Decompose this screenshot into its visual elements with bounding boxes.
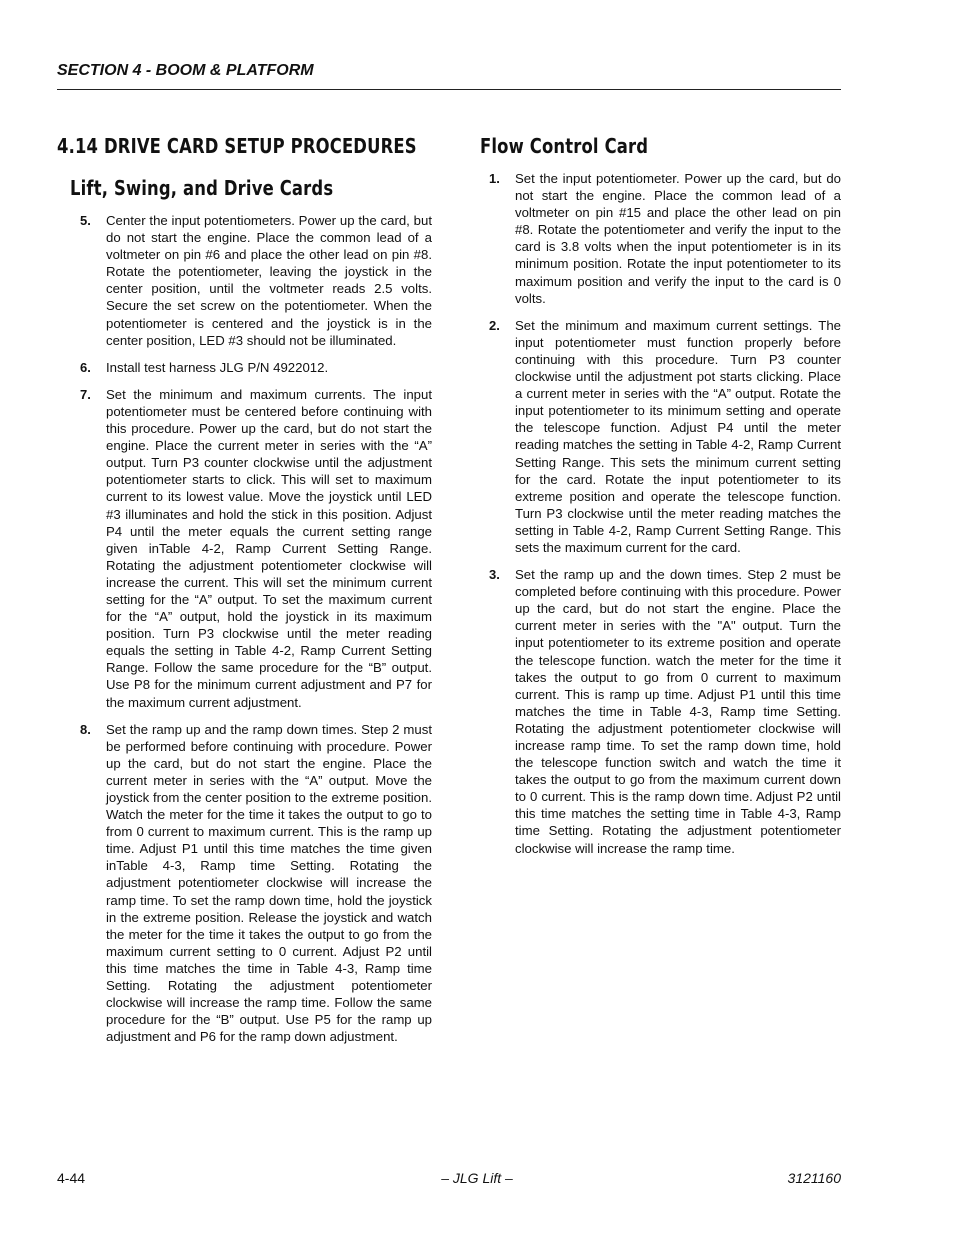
step-number: 6.	[80, 359, 91, 375]
page-number: 4-44	[57, 1170, 86, 1186]
list-item	[489, 317, 841, 556]
step-number: 5.	[80, 213, 91, 228]
left-column	[80, 212, 432, 1055]
document-number: 3121160	[787, 1170, 841, 1186]
step-number: 7.	[80, 386, 91, 402]
list-item	[80, 212, 432, 349]
step-number: 1.	[489, 171, 500, 186]
section-heading: 4.14 DRIVE CARD SETUP PROCEDURES	[57, 134, 417, 158]
step-text: Set the minimum and maximum currents. The input potentiometer must be centered before continuing with this procedure. Power up the card, but do not start the engine. Place the current meter in series with the “A” output. Turn P3 counter clockwise until the adjustment potentiometer starts to click. This will set to maximum current to its lowest value. Move the joystick until LED #3 illuminates and hold the stick in this position. Adjust P4 until the meter equals the current setting range given inTable 4-2, Ramp Current Setting Range. Rotating the adjustment potentiometer clockwise will increase the current. This will set the minimum current setting for the “A” output. To set the maximum current for the “A” output, hold the joystick in its maximum position. Turn P3 clockwise until the meter reading equals the setting in Table 4-2, Ramp Current Setting Range. Follow the same procedure for the “B” output. Use P8 for the minimum current adjustment and P7 for the maximum current adjustment.	[106, 386, 432, 710]
list-item	[80, 386, 432, 711]
footer-brand: – JLG Lift –	[441, 1170, 513, 1186]
step-number: 3.	[489, 567, 500, 583]
step-text: Center the input potentiometers. Power up the card, but do not start the engine. Place the common lead of a voltmeter on pin #6 and place the other lead on pin #8. Rotate the potentiometer, leaving the joystick in the center position, until the voltmeter reads 2.5 volts. Secure the set screw on the potentiometer. When the potentiometer is centered and the joystick is in the center position, LED #3 should not be illuminated.	[106, 213, 432, 348]
list-item	[80, 359, 432, 376]
subheading-lift-swing-drive: Lift, Swing, and Drive Cards	[70, 176, 334, 200]
step-text: Set the input potentiometer. Power up the card, but do not start the engine. Place the common lead of a voltmeter on pin #15 and place the other lead on pin #8. Rotate the potentiometer and verify the input to the card is 3.8 volts when the input potentiometer is in its minimum position. Rotate the input potentiometer to its maximum position and verify the input to the card is 0 volts.	[515, 171, 841, 306]
step-number: 8.	[80, 721, 91, 737]
list-item	[80, 721, 432, 1046]
step-number: 2.	[489, 317, 500, 333]
right-column	[489, 170, 841, 867]
step-text: Set the ramp up and the ramp down times. Step 2 must be performed before continuing with procedure. Power up the card, but do not start the engine. Place the current meter in series with the “A” output. Move the joystick from the center position to the extreme position. Watch the meter for the time it takes the output to go to from 0 current to maximum current. This is the ramp up time. Adjust P1 until this time matches the time given inTable 4-3, Ramp time Setting. Rotating the adjustment potentiometer clockwise will increase the ramp time. To set the ramp down time, hold the joystick in the extreme position. Release the joystick and watch the meter for the time it takes the output to go from the maximum current setting to 0 current. Adjust P2 until this time matches the time in Table 4-3, Ramp time Setting. Rotating the adjustment potentiometer clockwise will increase the ramp time. Follow the same procedure for the “B” output. Use P5 for the ramp up adjustment and P6 for the ramp down adjustment.	[106, 721, 432, 1045]
list-item	[489, 170, 841, 307]
step-text: Set the ramp up and the down times. Step 2 must be completed before continuing with this procedure. Power up the card, but do not start the engine. Place the current meter in series with the "A" output. Turn the input potentiometer to its extreme position and operate the telescope function. watch the meter for the time it takes the output to go from 0 current to maximum current. This is ramp up time. Adjust P1 until this time matches the time in Table 4-3, Ramp time Setting. Rotating the adjustment potentiometer clockwise will increase ramp time. To set the ramp down time, hold the telescope function switch and watch the time it takes the output to go from the maximum current down to 0 current. This is the ramp down time. Adjust P2 until this time matches the setting time in Table 4-3, Ramp time Setting. Rotating the adjustment potentiometer clockwise will increase the ramp time.	[515, 567, 841, 856]
subheading-flow-control: Flow Control Card	[480, 134, 649, 158]
step-text: Install test harness JLG P/N 4922012.	[106, 359, 329, 375]
section-header: SECTION 4 - BOOM & PLATFORM	[57, 62, 314, 79]
list-item	[489, 566, 841, 857]
header-rule	[57, 89, 841, 90]
step-text: Set the minimum and maximum current settings. The input potentiometer must function properly before continuing with this procedure. Turn P3 counter clockwise until the adjustment pot starts clicking. Place a current meter in series with the “A” output. Rotate the input potentiometer to its minimum setting and operate the telescope function. Adjust P4 until the meter reading matches the setting in Table 4-2, Ramp Current Setting Range. This sets the minimum current setting for the card. Rotate the input potentiometer to its extreme position and operate the telescope function. Turn P3 clockwise until the meter reading matches the setting in Table 4-2, Ramp Current Setting Range. This sets the maximum current for the card.	[515, 317, 841, 555]
